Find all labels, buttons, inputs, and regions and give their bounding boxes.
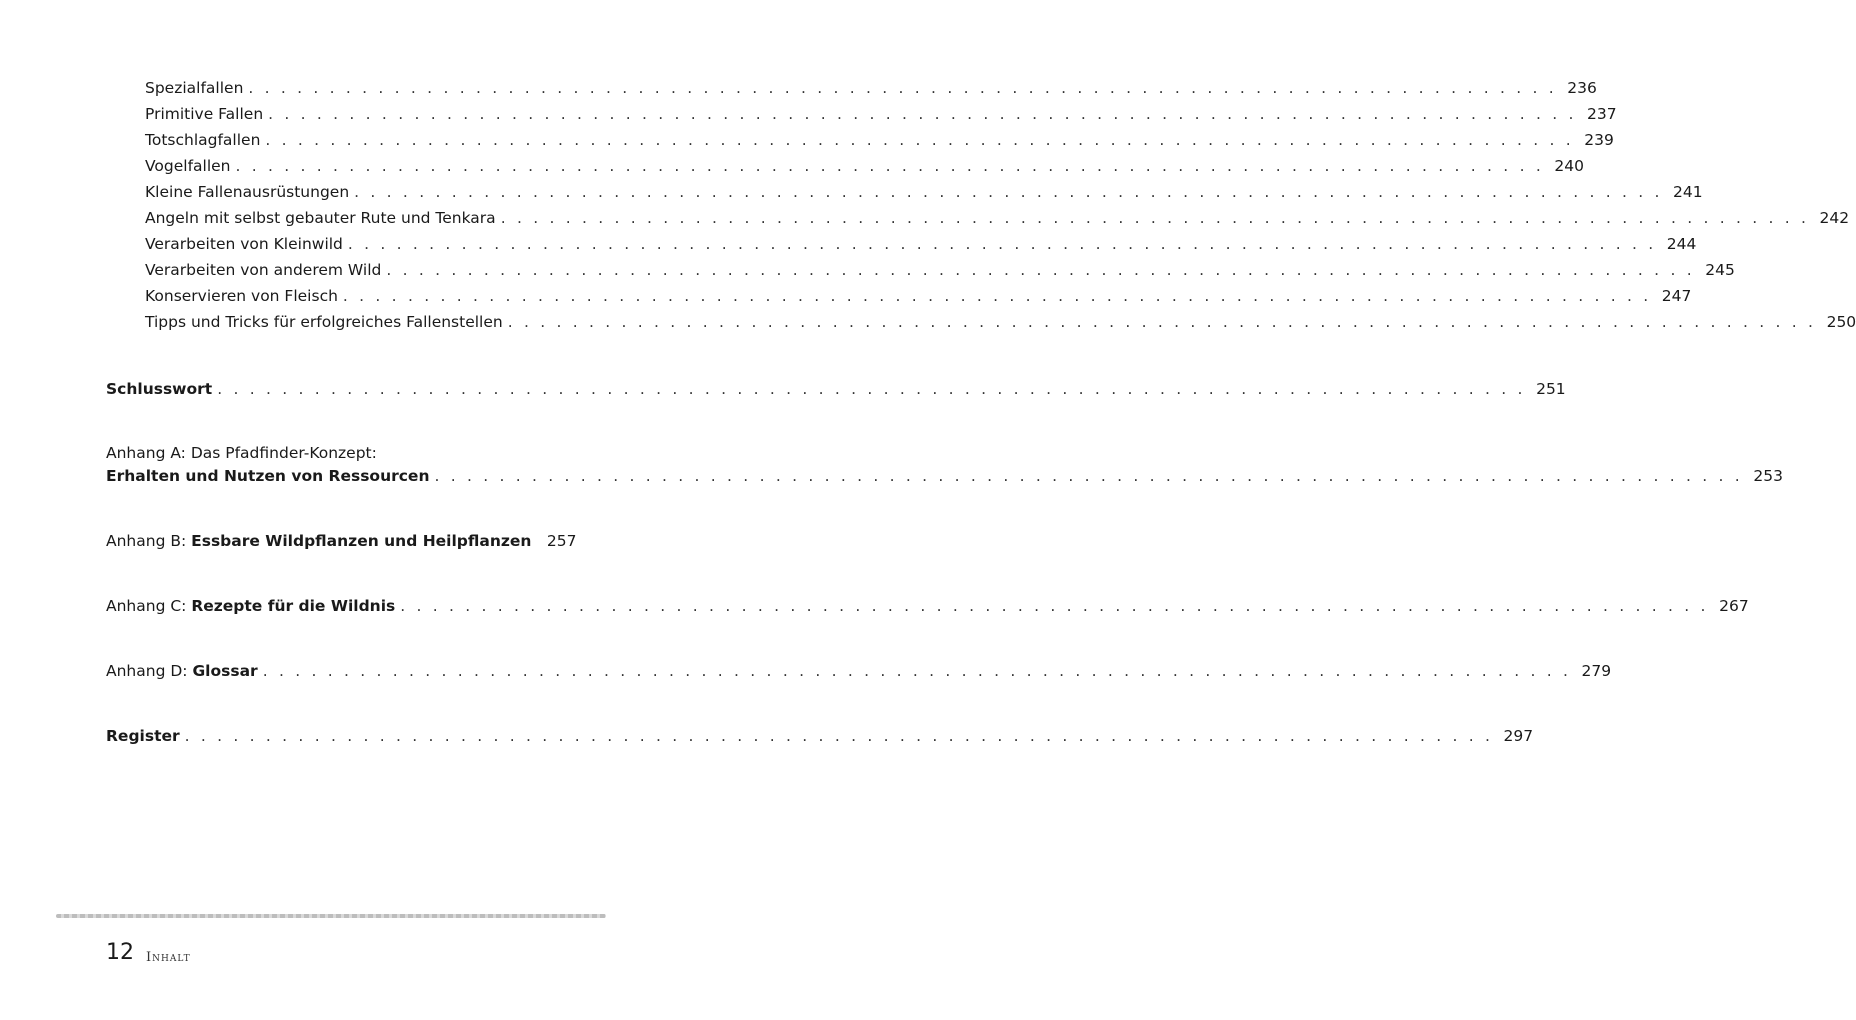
toc-entry[interactable] [145, 286, 1692, 306]
toc-entry-label: Erhalten und Nutzen von Ressourcen [106, 467, 430, 485]
toc-entry[interactable] [145, 312, 1856, 332]
toc-entry-label: Angeln mit selbst gebauter Rute und Tenkara [145, 209, 496, 227]
dot-leader: . . . . . . . . . . . . . . . . . . . . . . . . . . . . . . . . . . . . . . . . . . . . . . . . . . . . . . . . . . . . . . . . . . . . . . . . . . . . . . . . . [400, 597, 1709, 615]
toc-entry-page: 297 [1503, 727, 1534, 745]
toc-entry-label: Register [106, 727, 180, 745]
toc-entry-page: 279 [1581, 662, 1612, 680]
dot-leader: . . . . . . . . . . . . . . . . . . . . . . . . . . . . . . . . . . . . . . . . . . . . . . . . . . . . . . . . . . . . . . . . . . . . . . . . . . . . . . . . . [507, 313, 1817, 331]
toc-entry-page: 267 [1719, 597, 1749, 615]
toc-entry-register[interactable] [106, 726, 1534, 746]
toc-entry[interactable] [145, 104, 1617, 124]
toc-entry-page: 251 [1536, 380, 1566, 398]
toc-entry-label [106, 596, 395, 616]
toc-entry-anhang-c[interactable] [106, 596, 1749, 616]
toc-entry-schlusswort[interactable] [106, 379, 1566, 399]
toc-entry[interactable] [145, 78, 1597, 98]
toc-entry-label: Tipps und Tricks für erfolgreiches Fallenstellen [145, 313, 503, 331]
toc-entry-label: Totschlagfallen [145, 131, 261, 149]
toc-entry[interactable] [145, 260, 1735, 280]
dot-leader: . . . . . . . . . . . . . . . . . . . . . . . . . . . . . . . . . . . . . . . . . . . . . . . . . . . . . . . . . . . . . . . . . . . . . . . . . . . . . . . . . [248, 79, 1557, 97]
anhang-prefix: Anhang D: [106, 662, 193, 680]
toc-entry-label [106, 661, 258, 681]
dot-leader: . . . . . . . . . . . . . . . . . . . . . . . . . . . . . . . . . . . . . . . . . . . . . . . . . . . . . . . . . . . . . . . . . . . . . . . . . . . . . . . . . [386, 261, 1695, 279]
toc-entry-page: 241 [1673, 183, 1703, 201]
toc-entry-anhang-a[interactable] [106, 466, 1783, 486]
toc-entry-label: Konservieren von Fleisch [145, 287, 338, 305]
toc-entry-label [106, 531, 531, 551]
dot-leader: . . . . . . . . . . . . . . . . . . . . . . . . . . . . . . . . . . . . . . . . . . . . . . . . . . . . . . . . . . . . . . . . . . . . . . . . . . . . . . . . . [235, 157, 1544, 175]
toc-entry-page: 236 [1567, 79, 1597, 97]
running-footer-title: Inhalt [146, 950, 191, 965]
footer-divider [56, 914, 606, 918]
toc-entry[interactable] [145, 182, 1703, 202]
toc-entry[interactable] [145, 208, 1850, 228]
toc-entry-page: 253 [1753, 467, 1783, 485]
dot-leader: . . . . . . . . . . . . . . . . . . . . . . . . . . . . . . . . . . . . . . . . . . . . . . . . . . . . . . . . . . . . . . . . . . . . . . . . . . . . . . . . . [184, 727, 1494, 745]
dot-leader: . . . . . . . . . . . . . . . . . . . . . . . . . . . . . . . . . . . . . . . . . . . . . . . . . . . . . . . . . . . . . . . . . . . . . . . . . . . . . . . . . [347, 235, 1657, 253]
toc-entry-page: 244 [1666, 235, 1697, 253]
toc-entry-page: 245 [1705, 261, 1735, 279]
dot-leader: . . . . . . . . . . . . . . . . . . . . . . . . . . . . . . . . . . . . . . . . . . . . . . . . . . . . . . . . . . . . . . . . . . . . . . . . . . . . . . . . . [268, 105, 1577, 123]
anhang-title: Glossar [192, 662, 258, 680]
dot-leader: . . . . . . . . . . . . . . . . . . . . . . . . . . . . . . . . . . . . . . . . . . . . . . . . . . . . . . . . . . . . . . . . . . . . . . . . . . . . . . . . . [342, 287, 1652, 305]
toc-entry-anhang-b[interactable] [106, 531, 575, 551]
anhang-prefix: Anhang C: [106, 597, 192, 615]
anhang-prefix: Anhang B: [106, 532, 192, 550]
toc-entry-page: 247 [1661, 287, 1692, 305]
dot-leader: . . . . . . . . . . . . . . . . . . . . . . . . . . . . . . . . . . . . . . . . . . . . . . . . . . . . . . . . . . . . . . . . . . . . . . . . . . . . . . . . . [434, 467, 1743, 485]
dot-leader: . . . . . . . . . . . . . . . . . . . . . . . . . . . . . . . . . . . . . . . . . . . . . . . . . . . . . . . . . . . . . . . . . . . . . . . . . . . . . . . . . [500, 209, 1810, 227]
toc-entry-page: 257 [546, 532, 577, 550]
toc-entry-label: Verarbeiten von Kleinwild [145, 235, 343, 253]
toc-entry-label: Verarbeiten von anderem Wild [145, 261, 382, 279]
page-number: 12 [106, 940, 134, 965]
dot-leader: . . . . . . . . . . . . . . . . . . . . . . . . . . . . . . . . . . . . . . . . . . . . . . . . . . . . . . . . . . . . . . . . . . . . . . . . . . . . . . . . . [262, 662, 1572, 680]
toc-entry-page: 237 [1587, 105, 1617, 123]
toc-entry[interactable] [145, 156, 1584, 176]
toc-entry-page: 240 [1554, 157, 1584, 175]
toc-entry-label: Schlusswort [106, 380, 213, 398]
toc-entry-label: Vogelfallen [145, 157, 231, 175]
anhang-title: Rezepte für die Wildnis [191, 597, 396, 615]
anhang-title: Essbare Wildpflanzen und Heilpflanzen [191, 532, 532, 550]
toc-entry-page: 242 [1819, 209, 1850, 227]
toc-entry-label: Kleine Fallenausrüstungen [145, 183, 350, 201]
toc-entry[interactable] [145, 234, 1697, 254]
toc-entry-label: Spezialfallen [145, 79, 244, 97]
toc-entry-anhang-d[interactable] [106, 661, 1612, 681]
anhang-a-heading: Anhang A: Das Pfadfinder-Konzept: [106, 444, 377, 462]
toc-entry-page: 250 [1826, 313, 1856, 331]
toc-entry-page: 239 [1584, 131, 1614, 149]
toc-entry-label: Primitive Fallen [145, 105, 264, 123]
dot-leader: . . . . . . . . . . . . . . . . . . . . . . . . . . . . . . . . . . . . . . . . . . . . . . . . . . . . . . . . . . . . . . . . . . . . . . . . . . . . . . . . . [265, 131, 1574, 149]
toc-entry[interactable] [145, 130, 1614, 150]
dot-leader: . . . . . . . . . . . . . . . . . . . . . . . . . . . . . . . . . . . . . . . . . . . . . . . . . . . . . . . . . . . . . . . . . . . . . . . . . . . . . . . . . [217, 380, 1526, 398]
dot-leader: . . . . . . . . . . . . . . . . . . . . . . . . . . . . . . . . . . . . . . . . . . . . . . . . . . . . . . . . . . . . . . . . . . . . . . . . . . . . . . . . . [354, 183, 1663, 201]
